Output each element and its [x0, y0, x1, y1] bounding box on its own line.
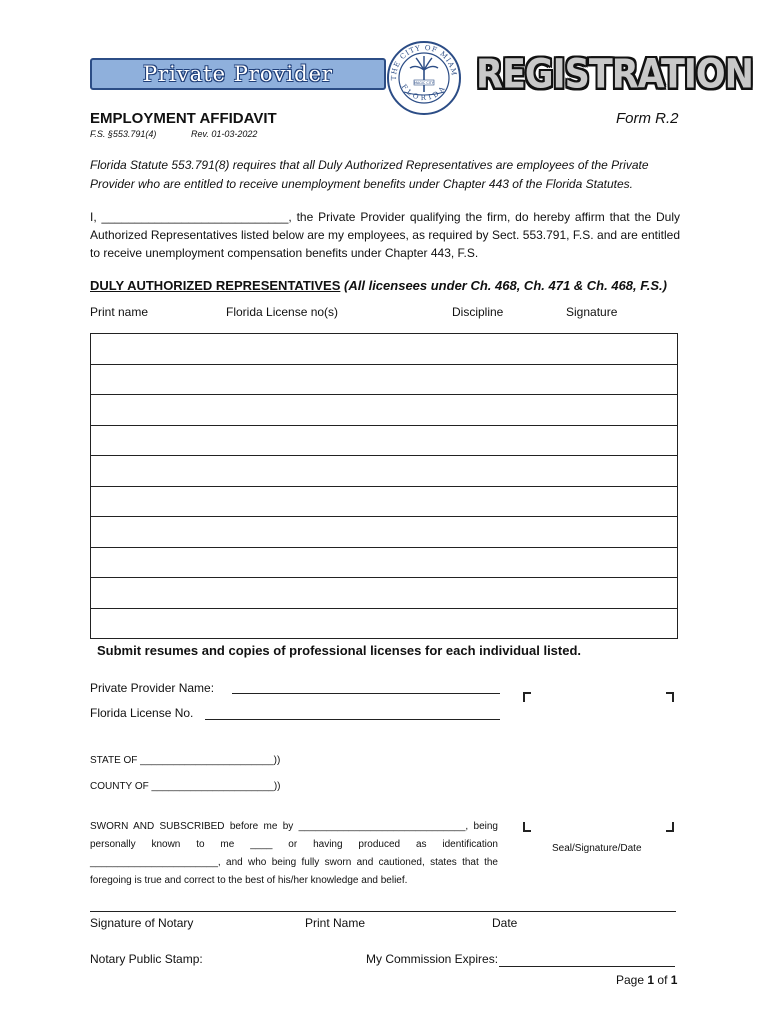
- representatives-heading-title: DULY AUTHORIZED REPRESENTATIVES: [90, 278, 341, 293]
- submit-note: Submit resumes and copies of professional licenses for each individual listed.: [97, 643, 582, 658]
- table-row[interactable]: [91, 395, 678, 426]
- table-cell[interactable]: [91, 608, 678, 639]
- table-row[interactable]: [91, 486, 678, 517]
- table-cell[interactable]: [91, 486, 678, 517]
- provider-name-field[interactable]: [232, 680, 500, 694]
- notary-date-label: Date: [492, 916, 518, 930]
- state-of-field[interactable]: STATE OF ________________________)): [90, 755, 281, 766]
- commission-expires-field[interactable]: [499, 953, 675, 967]
- column-header-license: Florida License no(s): [226, 305, 339, 319]
- seal-box-corner-bl: [523, 822, 531, 832]
- seal-box-corner-tl: [523, 692, 531, 702]
- statute-reference: F.S. §553.791(4): [90, 129, 157, 139]
- affirmation-paragraph: I, ____________________________, the Private Provider qualifying the firm, do hereby affirm that the Duly Authorized Representatives listed below are my employees, as required by Sect. 553.791, F.S. and are entitled to receive unemployment compensation benefits under Chapter 443, F.S.: [90, 210, 680, 260]
- form-title: EMPLOYMENT AFFIDAVIT: [90, 110, 277, 127]
- provider-name-label: Private Provider Name:: [90, 681, 215, 695]
- page-current: 1: [647, 973, 655, 987]
- page-total: 1: [670, 973, 678, 987]
- table-row[interactable]: [91, 547, 678, 578]
- page-of: of: [657, 973, 668, 987]
- table-row[interactable]: [91, 456, 678, 487]
- notary-print-name-label: Print Name: [305, 916, 366, 930]
- table-cell[interactable]: [91, 547, 678, 578]
- seal-box-label: Seal/Signature/Date: [552, 843, 642, 854]
- svg-text:FLORIDA: FLORIDA: [399, 82, 449, 103]
- table-cell[interactable]: [91, 578, 678, 609]
- notary-stamp-label: Notary Public Stamp:: [90, 952, 203, 966]
- provider-license-field[interactable]: [205, 706, 500, 720]
- column-header-signature: Signature: [566, 305, 618, 319]
- table-row[interactable]: [91, 364, 678, 395]
- table-cell[interactable]: [91, 456, 678, 487]
- notary-signature-line[interactable]: [90, 911, 676, 912]
- table-row[interactable]: [91, 334, 678, 365]
- table-row[interactable]: [91, 517, 678, 548]
- representatives-heading-note: (All licensees under Ch. 468, Ch. 471 & Ch. 468, F.S.): [344, 278, 667, 293]
- sworn-statement: SWORN AND SUBSCRIBED before me by ______________________________, being personally known to me ____ or having produced as identification _______________________, and who being fully sworn and cautioned, states that the foregoing is true and correct to the best of his/her knowledge and belief.: [90, 821, 498, 886]
- page-number: [616, 973, 677, 987]
- page-word: Page: [616, 973, 645, 987]
- private-provider-banner: [90, 58, 386, 90]
- column-header-print-name: Print name: [90, 305, 149, 319]
- registration-banner-text: REGISTRATION: [476, 52, 753, 98]
- form-number: Form R.2: [616, 110, 679, 127]
- representatives-heading: [90, 278, 667, 293]
- column-header-discipline: Discipline: [452, 305, 504, 319]
- table-cell[interactable]: [91, 334, 678, 365]
- city-seal-logo: [386, 40, 462, 116]
- table-cell[interactable]: [91, 425, 678, 456]
- representatives-table: [90, 333, 678, 639]
- seal-box-corner-tr: [666, 692, 674, 702]
- provider-license-label: Florida License No.: [90, 706, 194, 720]
- county-of-field[interactable]: COUNTY OF ______________________)): [90, 781, 281, 792]
- table-cell[interactable]: [91, 517, 678, 548]
- table-cell[interactable]: [91, 364, 678, 395]
- table-row[interactable]: [91, 425, 678, 456]
- table-row[interactable]: [91, 578, 678, 609]
- banner-left-text: Private Provider: [142, 62, 334, 86]
- commission-expires-label: My Commission Expires:: [366, 952, 499, 966]
- notary-signature-label: Signature of Notary: [90, 916, 194, 930]
- svg-text:THE CITY OF MIAMI: THE CITY OF MIAM: [389, 43, 459, 81]
- svg-text:MAGIC CITY: MAGIC CITY: [414, 81, 434, 85]
- statute-paragraph: Florida Statute 553.791(8) requires that all Duly Authorized Representatives are employees of the Private Provider who are entitled to receive unemployment benefits under Chapter 443 of the Florida Statutes.: [90, 158, 649, 191]
- table-row[interactable]: [91, 608, 678, 639]
- revision-date: Rev. 01-03-2022: [191, 129, 258, 139]
- seal-box-corner-br: [666, 822, 674, 832]
- table-cell[interactable]: [91, 395, 678, 426]
